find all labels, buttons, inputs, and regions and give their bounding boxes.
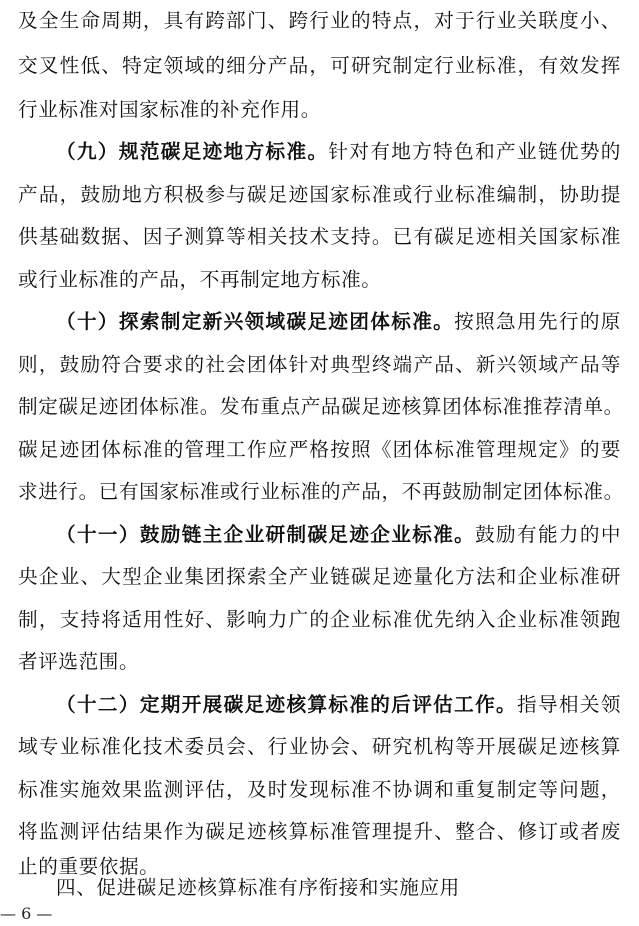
section-11-first-line: （十一）鼓励链主企业研制碳足迹企业标准。鼓励有能力的中 xyxy=(56,523,622,546)
section-9-first-line: （九）规范碳足迹地方标准。针对有地方特色和产业链优势的 xyxy=(56,140,621,163)
section-9-title: （九）规范碳足迹地方标准。 xyxy=(56,140,329,163)
body-line: 求进行。已有国家标准或行业标准的产品，不再鼓励制定团体标准。 xyxy=(18,480,624,503)
body-line: 者评选范围。 xyxy=(18,650,140,673)
body-line: 交叉性低、特定领域的细分产品，可研究制定行业标准，有效发挥 xyxy=(18,54,621,77)
body-line: 标准实施效果监测评估，及时发现标准不协调和重复制定等问题， xyxy=(18,778,621,801)
section-10-title: （十）探索制定新兴领域碳足迹团体标准。 xyxy=(56,310,455,333)
section-12-first-line: （十二）定期开展碳足迹核算标准的后评估工作。指导相关领 xyxy=(56,693,622,716)
body-line: 制，支持将适用性好、影响力广的企业标准优先纳入企业标准领跑 xyxy=(18,608,621,631)
body-line: 供基础数据、因子测算等相关技术支持。已有碳足迹相关国家标准 xyxy=(18,225,621,248)
section-11-title: （十一）鼓励链主企业研制碳足迹企业标准。 xyxy=(56,523,476,546)
body-line: 及全生命周期，具有跨部门、跨行业的特点，对于行业关联度小、 xyxy=(18,9,621,32)
body-line: 制定碳足迹团体标准。发布重点产品碳足迹核算团体标准推荐清单。 xyxy=(18,395,624,418)
section-12-title: （十二）定期开展碳足迹核算标准的后评估工作。 xyxy=(56,693,517,716)
body-line: 碳足迹团体标准的管理工作应严格按照《团体标准管理规定》的要 xyxy=(18,438,621,461)
body-line: 则，鼓励符合要求的社会团体针对典型终端产品、新兴领域产品等 xyxy=(18,353,621,376)
body-line: 域专业标准化技术委员会、行业协会、研究机构等开展碳足迹核算 xyxy=(18,735,621,758)
body-line: 产品，鼓励地方积极参与碳足迹国家标准或行业标准编制，协助提 xyxy=(18,183,621,206)
body-line: 央企业、大型企业集团探索全产业链碳足迹量化方法和企业标准研 xyxy=(18,565,621,588)
body-line: 行业标准对国家标准的补充作用。 xyxy=(18,98,321,121)
body-line: 或行业标准的产品，不再制定地方标准。 xyxy=(18,268,382,291)
page-number: — 6 — xyxy=(0,904,53,923)
chapter-heading: 四、促进碳足迹核算标准有序衔接和实施应用 xyxy=(56,876,460,899)
section-10-first-line: （十）探索制定新兴领域碳足迹团体标准。按照急用先行的原 xyxy=(56,310,621,333)
body-line: 止的重要依据。 xyxy=(18,855,160,878)
body-line: 将监测评估结果作为碳足迹核算标准管理提升、整合、修订或者废 xyxy=(18,820,621,843)
